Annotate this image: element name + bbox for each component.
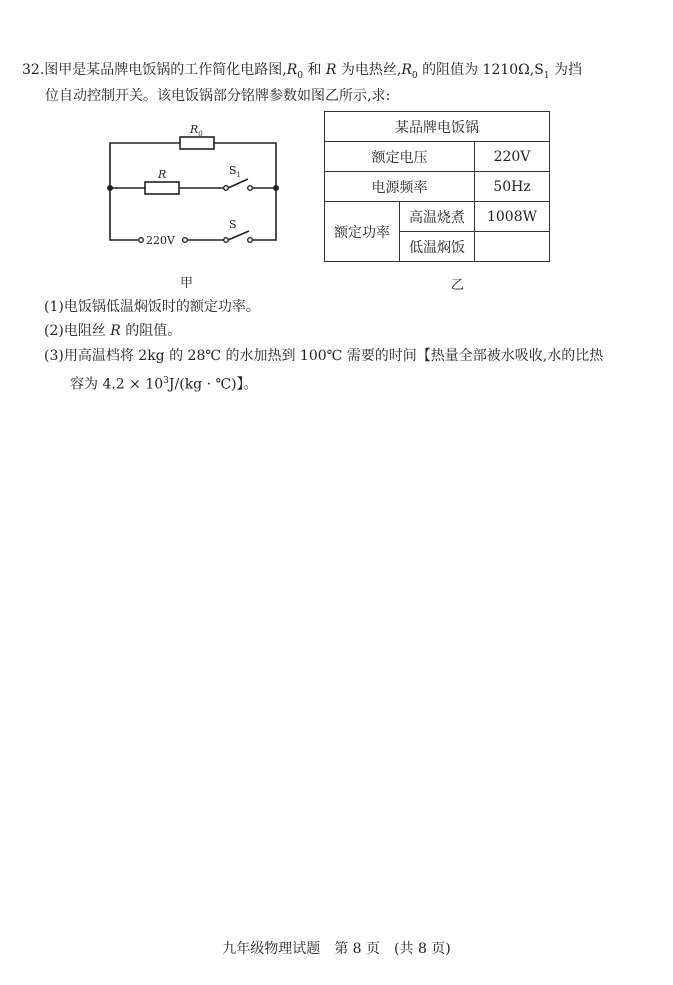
nameplate-table — [324, 111, 550, 262]
svg-text:S1: $S_1$ — [229, 164, 242, 179]
label-s1: S — [229, 164, 237, 177]
rated-voltage-label: 额定电压 — [325, 142, 475, 172]
high-temp-value: 1008W — [475, 202, 550, 232]
page-footer: 九年级物理试题 第 8 页 (共 8 页) — [222, 941, 451, 957]
frequency-label: 电源频率 — [325, 172, 475, 202]
subquestion-2: (2)电阻丝 R 的阻值。 — [44, 323, 182, 339]
question-stem-line1: 32.图甲是某品牌电饭锅的工作简化电路图$,R_0$ 和 R 为电热丝$,R_0$ 的阻值为 $1210\Omega,S_1$ 为挡 — [22, 62, 583, 81]
label-r0: R — [190, 123, 199, 136]
table-title: 某品牌电饭锅 — [325, 112, 550, 142]
circuit-diagram — [98, 118, 288, 258]
label-voltage: 220V — [146, 234, 175, 247]
subquestion-3-line1: (3)用高温档将 2kg 的 28℃ 的水加热到 100℃ 需要的时间【热量全部被水吸收,水的比热 — [44, 348, 604, 364]
svg-text:R0: $R_0$ — [190, 123, 203, 138]
caption-yi: 乙 — [451, 278, 465, 293]
caption-jia: 甲 — [180, 276, 194, 291]
subquestion-1: (1)电饭锅低温焖饭时的额定功率。 — [44, 299, 260, 315]
question-number: 32. — [22, 62, 45, 78]
low-temp-label: 低温焖饭 — [400, 232, 475, 262]
frequency-value: 50Hz — [475, 172, 550, 202]
question-stem-line2: 位自动控制开关。该电饭锅部分铭牌参数如图乙所示,求: — [45, 88, 391, 104]
rated-power-label: 额定功率 — [325, 202, 400, 262]
rated-voltage-value: 220V — [475, 142, 550, 172]
label-s: S — [229, 218, 237, 231]
subquestion-3-line2: 容为 $4.2 \times 10^3J/(kg$ · ℃)】。 — [70, 376, 258, 393]
low-temp-value — [475, 232, 550, 262]
label-r: R — [158, 168, 167, 181]
high-temp-label: 高温烧煮 — [400, 202, 475, 232]
